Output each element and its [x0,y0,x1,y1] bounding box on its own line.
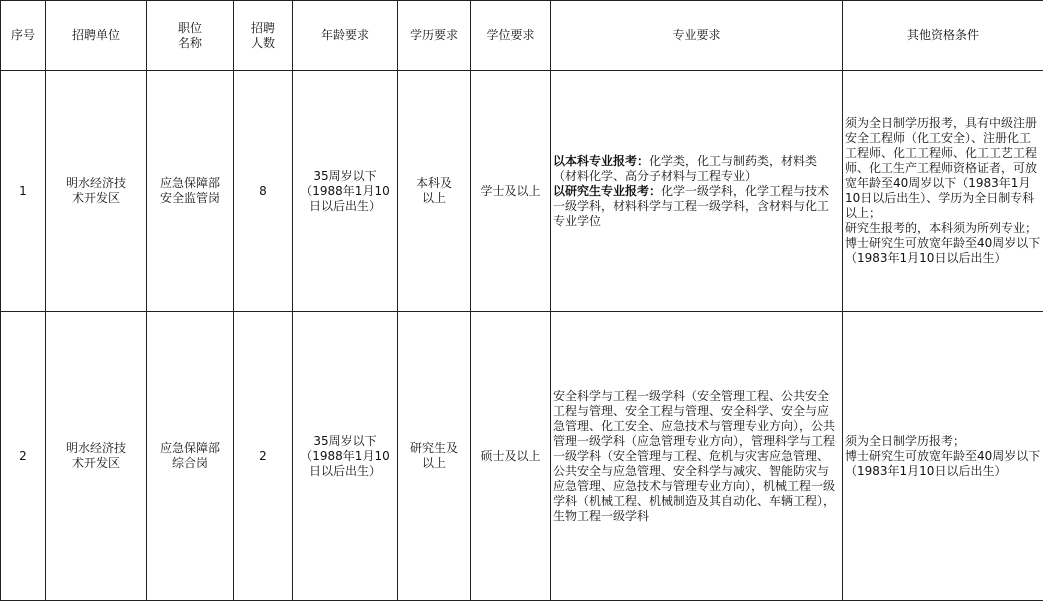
cell-age-line3: 日以后出生） [295,464,395,479]
cell-education-line1: 研究生及 [400,441,468,456]
cell-unit-line1: 明水经济技 [48,441,144,456]
header-unit: 招聘单位 [46,1,147,71]
header-other: 其他资格条件 [843,1,1043,71]
header-count [234,1,293,71]
cell-other [843,71,1043,312]
header-age: 年龄要求 [293,1,398,71]
cell-position [147,71,234,312]
cell-unit-line2: 术开发区 [48,456,144,471]
cell-seq: 1 [1,71,46,312]
table-row [1,71,1043,312]
cell-education [398,312,471,601]
cell-seq: 2 [1,312,46,601]
cell-education-line1: 本科及 [400,176,468,191]
cell-count: 2 [234,312,293,601]
cell-education [398,71,471,312]
cell-unit [46,312,147,601]
header-degree: 学位要求 [471,1,551,71]
cell-other [843,312,1043,601]
cell-major [551,312,843,601]
other-line3: 博士研究生可放宽年龄至40周岁以下（1983年1月10日以后出生） [845,236,1041,266]
cell-major [551,71,843,312]
header-position-line1: 职位 [149,21,231,36]
header-count-line2: 人数 [236,36,290,51]
cell-education-line2: 以上 [400,191,468,206]
cell-degree: 硕士及以上 [471,312,551,601]
table-row [1,312,1043,601]
cell-age-line2: （1988年1月10 [295,449,395,464]
cell-position-line1: 应急保障部 [149,441,231,456]
cell-age-line2: （1988年1月10 [295,184,395,199]
cell-age-line1: 35周岁以下 [295,169,395,184]
cell-degree: 学士及以上 [471,71,551,312]
major-grad-heading: 以研究生专业报考： [553,184,661,198]
cell-position-line2: 安全监管岗 [149,191,231,206]
cell-position-line2: 综合岗 [149,456,231,471]
other-line2: 博士研究生可放宽年龄至40周岁以下（1983年1月10日以后出生） [845,449,1041,479]
cell-count: 8 [234,71,293,312]
other-line1: 须为全日制学历报考； [845,434,1041,449]
header-position-line2: 名称 [149,36,231,51]
header-seq: 序号 [1,1,46,71]
major-undergrad-text: 化学类，化工与制药类，材料类（材料化学、高分子材料与工程专业） [553,154,817,183]
cell-unit-line2: 术开发区 [48,191,144,206]
header-row [1,1,1043,71]
cell-age-line1: 35周岁以下 [295,434,395,449]
cell-unit [46,71,147,312]
header-position [147,1,234,71]
header-count-line1: 招聘 [236,21,290,36]
cell-age [293,71,398,312]
cell-position-line1: 应急保障部 [149,176,231,191]
other-line1: 须为全日制学历报考，具有中级注册安全工程师（化工安全）、注册化工工程师、化工工程师、化工工艺工程师、化工生产工程师资格证者，可放宽年龄至40周岁以下（1983年1月10日以后出生）、学历为全日制专科以上； [845,116,1041,221]
cell-unit-line1: 明水经济技 [48,176,144,191]
cell-age-line3: 日以后出生） [295,199,395,214]
header-education: 学历要求 [398,1,471,71]
other-line2: 研究生报考的，本科须为所列专业； [845,221,1041,236]
major-undergrad-heading: 以本科专业报考： [553,154,649,168]
cell-position [147,312,234,601]
major-grad-text: 化学一级学科，化学工程与技术一级学科，材料科学与工程一级学科，含材料与化工专业学位 [553,184,829,228]
header-major: 专业要求 [551,1,843,71]
cell-education-line2: 以上 [400,456,468,471]
major-text: 安全科学与工程一级学科（安全管理工程、公共安全工程与管理、安全工程与管理、安全科学、安全与应急管理、化工安全、应急技术与管理专业方向），公共管理一级学科（应急管理专业方向），管理科学与工程一级学科（安全管理与工程、危机与灾害应急管理、公共安全与应急管理、安全科学与减灾、智能防灾与应急管理、应急技术与管理专业方向），机械工程一级学科（机械工程、机械制造及其自动化、车辆工程），生物工程一级学科 [553,389,835,523]
cell-age [293,312,398,601]
